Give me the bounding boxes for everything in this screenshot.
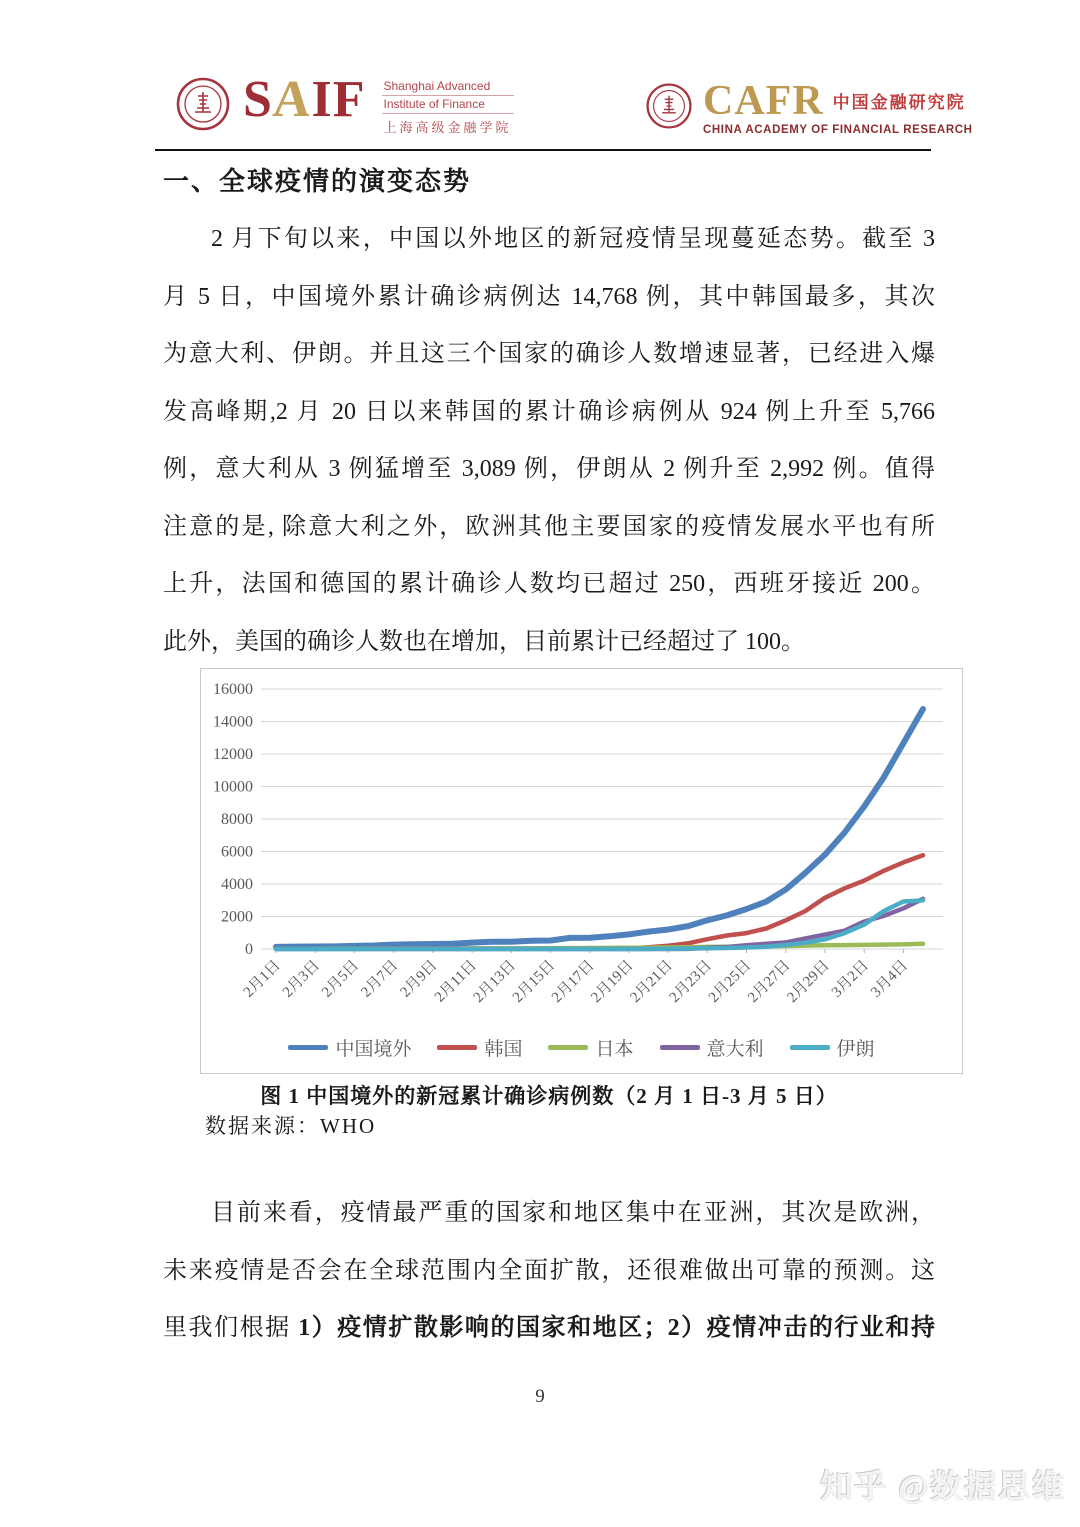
chart-legend bbox=[201, 1034, 962, 1061]
x-tick-label: 2月11日 bbox=[431, 957, 480, 1006]
x-tick-label: 2月13日 bbox=[470, 957, 520, 1006]
paragraph-line: 发高峰期,2 月 20 日以来韩国的累计确诊病例从 924 例上升至 5,766 bbox=[163, 398, 935, 425]
y-tick-label: 14000 bbox=[213, 713, 253, 731]
x-tick-label: 2月23日 bbox=[666, 957, 716, 1006]
saif-letter: A bbox=[270, 71, 314, 128]
cafr-seal-icon bbox=[645, 82, 693, 130]
paragraph-line: 未来疫情是否会在全球范围内全面扩散，还很难做出可靠的预测。这 bbox=[163, 1257, 935, 1284]
x-tick-label: 2月7日 bbox=[358, 957, 402, 1001]
x-tick-label: 2月15日 bbox=[509, 957, 559, 1006]
line-chart bbox=[201, 669, 962, 1026]
paragraph-line: 注意的是, 除意大利之外，欧洲其他主要国家的疫情发展水平也有所 bbox=[163, 513, 935, 540]
page-number: 9 bbox=[535, 1386, 545, 1407]
saif-seal-icon bbox=[175, 76, 231, 132]
legend-swatch-icon bbox=[288, 1045, 328, 1050]
paragraph-line: 为意大利、伊朗。并且这三个国家的确诊人数增速显著，已经进入爆 bbox=[163, 341, 935, 367]
body-paragraph-1 bbox=[163, 211, 935, 671]
x-tick-label: 3月4日 bbox=[868, 957, 912, 1001]
legend-item bbox=[288, 1034, 411, 1061]
legend-label: 日本 bbox=[595, 1039, 634, 1060]
x-tick-label: 2月19日 bbox=[588, 957, 637, 1006]
paragraph-line: 月 5 日，中国境外累计确诊病例达 14,768 例，其中韩国最多，其次 bbox=[163, 283, 935, 310]
saif-letter: F bbox=[332, 71, 366, 128]
section-title: 一、全球疫情的演变态势 bbox=[163, 167, 472, 196]
x-tick-label: 2月5日 bbox=[319, 957, 363, 1001]
chart-svg bbox=[201, 669, 962, 1021]
x-tick-label: 2月9日 bbox=[397, 957, 441, 1001]
legend-swatch-icon bbox=[548, 1045, 588, 1050]
x-tick-label: 3月2日 bbox=[828, 957, 873, 1001]
legend-label: 伊朗 bbox=[836, 1039, 875, 1060]
cafr-logo bbox=[645, 78, 973, 136]
paragraph-line: 里我们根据 1）疫情扩散影响的国家和地区；2）疫情冲击的行业和持 bbox=[163, 1315, 936, 1341]
legend-item bbox=[660, 1034, 764, 1061]
legend-item bbox=[437, 1034, 522, 1061]
paragraph-line: 例，意大利从 3 例猛增至 3,089 例，伊朗从 2 例升至 2,992 例。值得 bbox=[163, 456, 935, 482]
paragraph-line: 2 月下旬以来，中国以外地区的新冠疫情呈现蔓延态势。截至 3 bbox=[211, 226, 935, 252]
legend-label: 韩国 bbox=[484, 1039, 523, 1060]
saif-en-line-2: Institute of Finance bbox=[382, 96, 514, 114]
legend-label: 中国境外 bbox=[335, 1039, 412, 1060]
saif-letter: I bbox=[311, 71, 333, 128]
cafr-en: CHINA ACADEMY OF FINANCIAL RESEARCH bbox=[703, 124, 973, 136]
x-tick-label: 2月25日 bbox=[705, 957, 755, 1006]
cafr-acronym: CAFR bbox=[703, 78, 824, 124]
y-tick-label: 8000 bbox=[221, 811, 253, 828]
legend-label: 意大利 bbox=[706, 1039, 764, 1060]
cafr-cn: 中国金融研究院 bbox=[832, 93, 966, 112]
saif-subtext bbox=[382, 76, 514, 136]
series-line-中国境外 bbox=[276, 709, 923, 947]
paragraph-line: 此外，美国的确诊人数也在增加，目前累计已经超过了 100。 bbox=[163, 628, 805, 655]
x-tick-label: 2月21日 bbox=[627, 957, 676, 1006]
saif-acronym bbox=[243, 71, 366, 128]
legend-swatch-icon bbox=[437, 1045, 477, 1050]
saif-letter: S bbox=[243, 71, 273, 128]
data-source: 数据来源：WHO bbox=[205, 1114, 377, 1138]
x-tick-label: 2月29日 bbox=[784, 957, 833, 1006]
x-tick-label: 2月1日 bbox=[240, 957, 284, 1001]
series-line-意大利 bbox=[276, 899, 923, 949]
y-tick-label: 2000 bbox=[221, 908, 253, 926]
series-line-伊朗 bbox=[276, 900, 923, 949]
y-tick-label: 16000 bbox=[213, 681, 253, 698]
legend-item bbox=[790, 1034, 875, 1061]
legend-item bbox=[548, 1034, 633, 1061]
x-tick-label: 2月27日 bbox=[745, 957, 794, 1006]
x-tick-label: 2月17日 bbox=[549, 957, 598, 1006]
figure-caption: 图 1 中国境外的新冠累计确诊病例数（2 月 1 日-3 月 5 日） bbox=[260, 1084, 838, 1108]
paragraph-line: 上升，法国和德国的累计确诊人数均已超过 250，西班牙接近 200。 bbox=[163, 571, 935, 597]
y-tick-label: 4000 bbox=[221, 876, 253, 893]
body-paragraph-2 bbox=[163, 1185, 935, 1358]
y-tick-label: 0 bbox=[245, 941, 253, 958]
watermark: 知乎 @数据思维 bbox=[820, 1468, 1066, 1504]
header-rule bbox=[155, 149, 931, 151]
y-tick-label: 12000 bbox=[213, 746, 253, 763]
y-tick-label: 10000 bbox=[213, 778, 253, 796]
paragraph-line: 目前来看，疫情最严重的国家和地区集中在亚洲，其次是欧洲， bbox=[211, 1200, 935, 1226]
legend-swatch-icon bbox=[790, 1045, 830, 1050]
y-tick-label: 6000 bbox=[221, 843, 253, 861]
figure-box bbox=[200, 668, 963, 1074]
saif-logo bbox=[175, 71, 514, 136]
legend-swatch-icon bbox=[660, 1045, 700, 1050]
saif-cn-line: 上海高级金融学院 bbox=[383, 120, 512, 135]
saif-en-line-1: Shanghai Advanced bbox=[382, 78, 514, 96]
x-tick-label: 2月3日 bbox=[279, 957, 324, 1001]
